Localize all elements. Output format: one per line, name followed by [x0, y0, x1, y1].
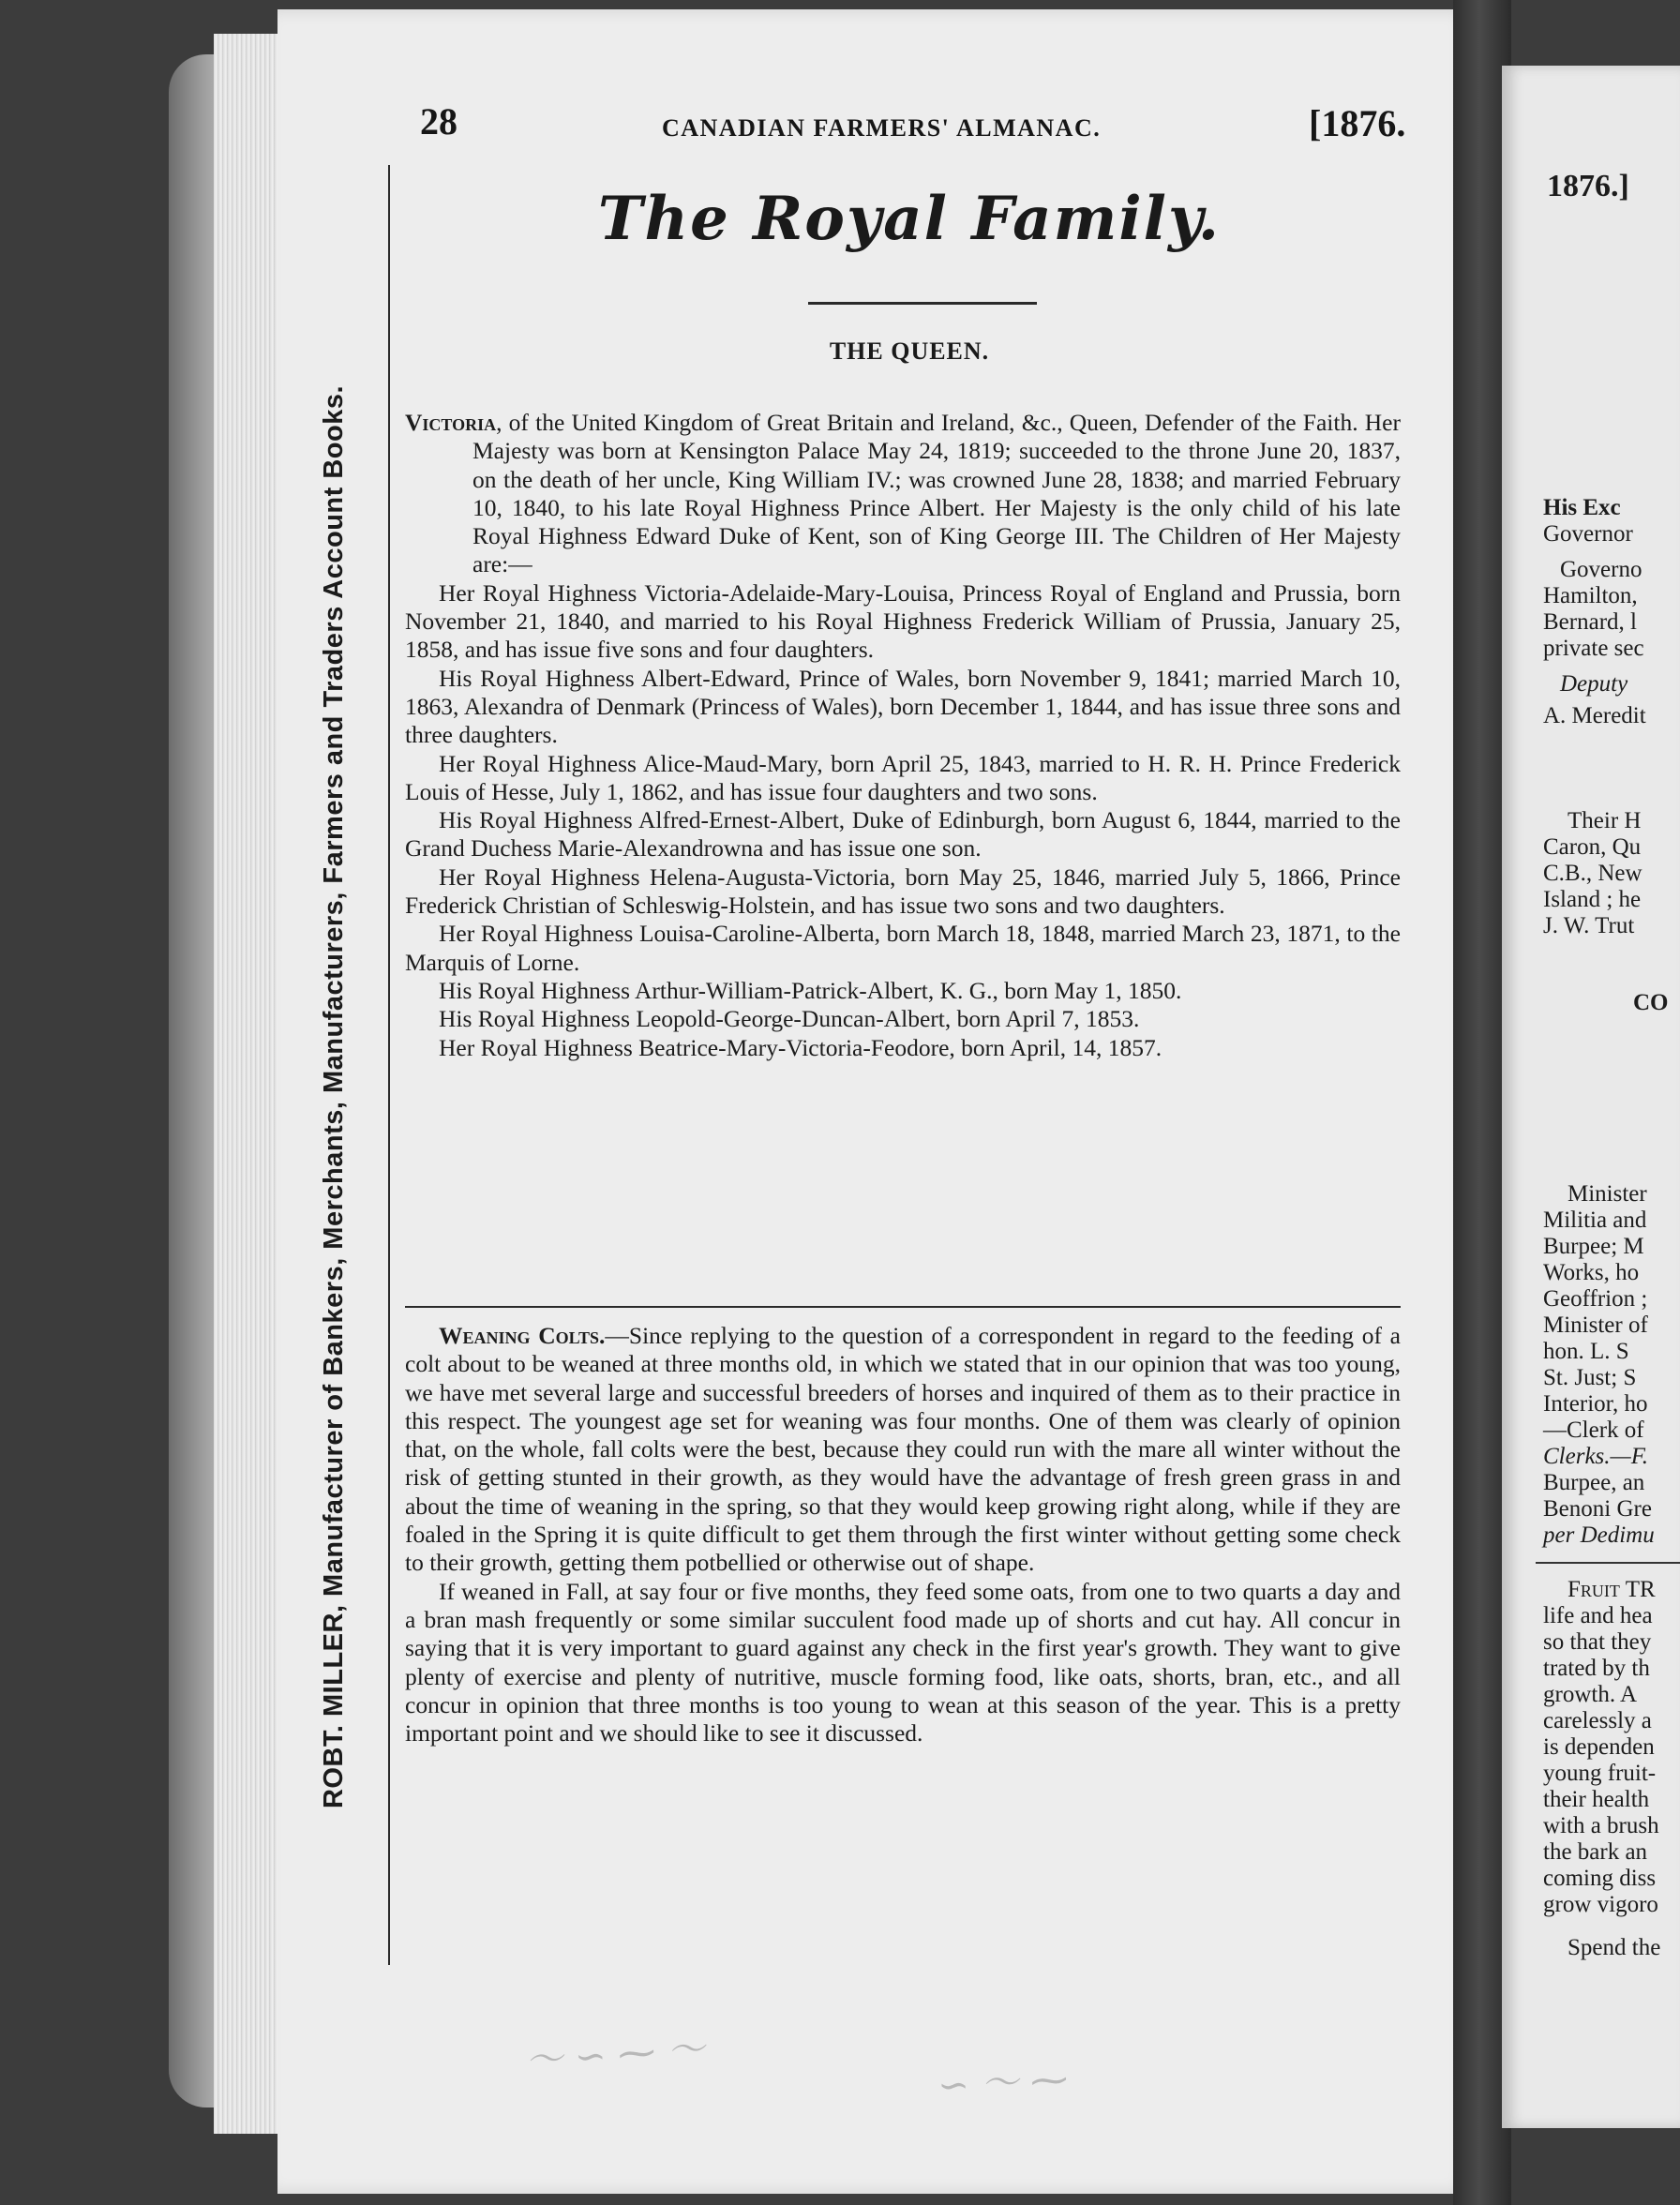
right-line: Benoni Gre [1543, 1496, 1652, 1522]
right-line: Minister of [1543, 1312, 1648, 1338]
right-line: Interior, ho [1543, 1391, 1648, 1417]
weaning-text: —Since replying to the question of a correspondent in regard to the feeding of a colt about to be weaned at three months old, in which we stated that in our opinion that was too young, we have met several large and successful breeders of horses and inquired of them as to their practice in this respect. The youngest age set for weaning was four months. One of them was clearly of opinion that, on the whole, fall colts were the best, because they could run with the mare all winter without the risk of getting stunted in their growth, as they would have the advantage of fresh green grass in and about the time of weaning in the spring, so that they would keep growing right along, while if they are foaled in the Spring it is quite difficult to get them through the first winter without getting some check to their growth, getting them potbellied or otherwise out of shape. [405, 1322, 1401, 1577]
right-line: C.B., New [1543, 861, 1642, 886]
right-line: growth. A [1543, 1682, 1637, 1707]
weaning-section [405, 1322, 1401, 1748]
right-line: St. Just; S [1543, 1365, 1637, 1390]
right-line: young fruit- [1543, 1761, 1657, 1786]
right-line: Deputy [1560, 671, 1628, 697]
weaning-paragraph-2: If weaned in Fall, at say four or five months, they feed some oats, from one to two quarts a day and a bran mash frequently or some similar succulent food made up of shorts and cut hay. All concur in saying that it is very important to guard against any check in the first year's growth. They want to give plenty of exercise and plenty of nutritive, muscle forming food, like oats, shorts, bran, etc., and all concur in opinion that three months is too young to wean at this season of the year. This is a pretty important point and we should like to see it discussed. [405, 1577, 1401, 1748]
pencil-marks: 〜 ∽ ⁓ 〜 [523, 2027, 707, 2083]
right-line: Burpee; M [1543, 1234, 1644, 1259]
right-line: Caron, Qu [1543, 834, 1642, 860]
page-title: The Royal Family. [597, 184, 1222, 254]
right-line: A. Meredit [1543, 703, 1646, 728]
right-line: their health [1543, 1787, 1650, 1812]
margin-rule [388, 165, 390, 1965]
right-line: the bark an [1543, 1839, 1648, 1865]
right-line: private sec [1543, 636, 1644, 661]
queen-section [405, 409, 1401, 1062]
right-line: grow vigoro [1543, 1892, 1658, 1917]
pencil-marks: ∽ 〜 ⁓ [937, 2058, 1070, 2108]
header-year: [1876. [1309, 102, 1406, 144]
child-paragraph: His Royal Highness Leopold-George-Duncan-Albert, born April 7, 1853. [439, 1005, 1140, 1033]
right-line: per Dedimu [1543, 1522, 1655, 1548]
weaning-lead: Weaning Colts. [439, 1322, 606, 1349]
right-line: is dependen [1543, 1734, 1655, 1760]
right-line: Island ; he [1543, 887, 1642, 912]
right-line: Clerks.—F. [1543, 1444, 1649, 1469]
right-line: Fruit TR [1568, 1577, 1656, 1602]
right-line: Works, ho [1543, 1260, 1640, 1285]
queen-paragraph [405, 409, 1401, 579]
right-line: so that they [1543, 1629, 1652, 1655]
child-paragraph: Her Royal Highness Beatrice-Mary-Victoria-Feodore, born April, 14, 1857. [439, 1033, 1162, 1061]
right-line: life and hea [1543, 1603, 1653, 1628]
child-paragraph: Her Royal Highness Victoria-Adelaide-Mary-Louisa, Princess Royal of England and Prussia, born November 21, 1840, and married to his Royal Highness Frederick William of Prussia, January 25, 1858, and has issue five sons and four daughters. [405, 578, 1401, 664]
section-divider [405, 1306, 1401, 1308]
side-advert: ROBT. MILLER, Manufacturer of Bankers, Merchants, Manufacturers, Farmers and Traders Account Books. [319, 384, 349, 1809]
right-page [1502, 66, 1680, 2128]
right-line: carelessly a [1543, 1708, 1652, 1733]
running-title: CANADIAN FARMERS' ALMANAC. [662, 114, 1102, 142]
child-paragraph: His Royal Highness Alfred-Ernest-Albert, Duke of Edinburgh, born August 6, 1844, married to the Grand Duchess Marie-Alexandrowna and has issue one son. [405, 806, 1401, 862]
right-line: Minister [1568, 1181, 1647, 1207]
title-rule [808, 302, 1037, 305]
right-line: with a brush [1543, 1813, 1659, 1838]
right-line: hon. L. S [1543, 1339, 1629, 1364]
right-line: Bernard, l [1543, 609, 1637, 635]
child-paragraph: Her Royal Highness Alice-Maud-Mary, born April 25, 1843, married to H. R. H. Prince Frederick Louis of Hesse, July 1, 1862, and has issue four daughters and two sons. [405, 749, 1401, 805]
weaning-paragraph [405, 1322, 1401, 1578]
right-line: J. W. Trut [1543, 913, 1635, 938]
child-paragraph: Her Royal Highness Helena-Augusta-Victoria, born May 25, 1846, married July 5, 1866, Prince Frederick Christian of Schleswig-Holstein, and has issue two sons and two daughters. [405, 862, 1401, 920]
right-line: CO [1633, 990, 1669, 1015]
right-line: —Clerk of [1543, 1418, 1644, 1443]
paragraph-text: , of the United Kingdom of Great Britain and Ireland, &c., Queen, Defender of the Faith. Her Majesty was born at Kensington Palace May 24, 1819; succeeded to the throne June 20, 1837, on the death of her uncle, King William IV.; was crowned June 28, 1838; and married February 10, 1840, to his late Royal Highness Prince Albert. Her Majesty is the only child of his late Royal Highness Edward Duke of Kent, son of King George III. The Children of Her Majesty are:— [472, 409, 1401, 578]
right-line: Militia and [1543, 1208, 1647, 1233]
child-paragraph: His Royal Highness Albert-Edward, Prince of Wales, born November 9, 1841; married March 10, 1863, Alexandra of Denmark (Princess of Wales), born December 1, 1844, and has issue three sons and three daughters. [405, 664, 1401, 749]
right-line: Burpee, an [1543, 1470, 1645, 1495]
section-heading: THE QUEEN. [829, 338, 990, 365]
child-paragraph: His Royal Highness Arthur-William-Patrick-Albert, K. G., born May 1, 1850. [439, 976, 1182, 1004]
right-rule [1536, 1562, 1680, 1564]
right-line: His Exc [1543, 495, 1621, 520]
lead-word: Victoria [405, 409, 497, 436]
child-paragraph: Her Royal Highness Louisa-Caroline-Alberta, born March 18, 1848, married March 23, 1871, to the Marquis of Lorne. [405, 920, 1401, 976]
page-number: 28 [420, 100, 458, 142]
right-line: coming diss [1543, 1866, 1657, 1891]
right-page-year: 1876.] [1547, 169, 1629, 203]
right-line: trated by th [1543, 1656, 1650, 1681]
right-line: Hamilton, [1543, 583, 1638, 608]
right-line: Their H [1568, 808, 1642, 833]
right-line: Spend the [1568, 1935, 1661, 1960]
right-line: Governor [1543, 521, 1633, 547]
right-line: Governo [1560, 557, 1642, 582]
right-line: Geoffrion ; [1543, 1286, 1648, 1312]
